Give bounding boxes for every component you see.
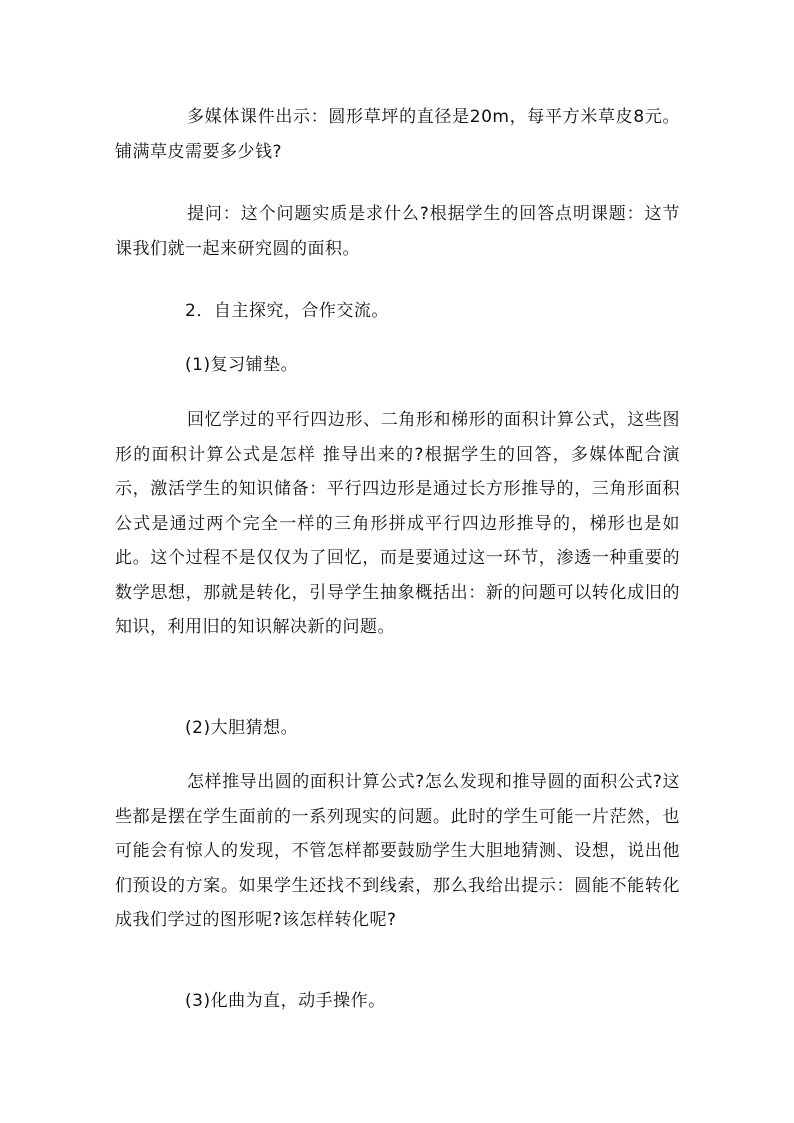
subheading-guess: (2)大胆猜想。 bbox=[185, 718, 299, 738]
section-heading-explore: 2．自主探究，合作交流。 bbox=[185, 301, 389, 321]
paragraph-review: 回忆学过的平行四边形、二角形和梯形的面积计算公式，这些图形的面积计算公式是怎样 推导出来的?根据学生的回答，多媒体配合演示，激活学生的知识储备：平行四边形是通过长方形推导的，三角形面积公式是通过两个完全一样的三角形拼成平行四边形推导的，梯形也是如此。这个过程不是仅仅为了回忆，而是要通过这一环节，渗透一种重要的数学思想，那就是转化，引导学生抽象概括出：新的问题可以转化成旧的知识，利用旧的知识解决新的问题。 bbox=[115, 410, 680, 637]
paragraph-guess: 怎样推导出圆的面积计算公式?怎么发现和推导圆的面积公式?这些都是摆在学生面前的一系列现实的问题。此时的学生可能一片茫然，也可能会有惊人的发现，不管怎样都要鼓励学生大胆地猜测、设想，说出他们预设的方案。如果学生还找不到线索，那么我给出提示：圆能不能转化成我们学过的图形呢?该怎样转化呢? bbox=[115, 772, 680, 930]
paragraph-question: 提问：这个问题实质是求什么?根据学生的回答点明课题：这节课我们就一起来研究圆的面积。 bbox=[115, 204, 680, 259]
subheading-review: (1)复习铺垫。 bbox=[185, 355, 299, 375]
paragraph-problem: 多媒体课件出示：圆形草坪的直径是20m，每平方米草皮8元。铺满草皮需要多少钱? bbox=[115, 107, 680, 162]
subheading-operate: (3)化曲为直，动手操作。 bbox=[185, 991, 386, 1011]
